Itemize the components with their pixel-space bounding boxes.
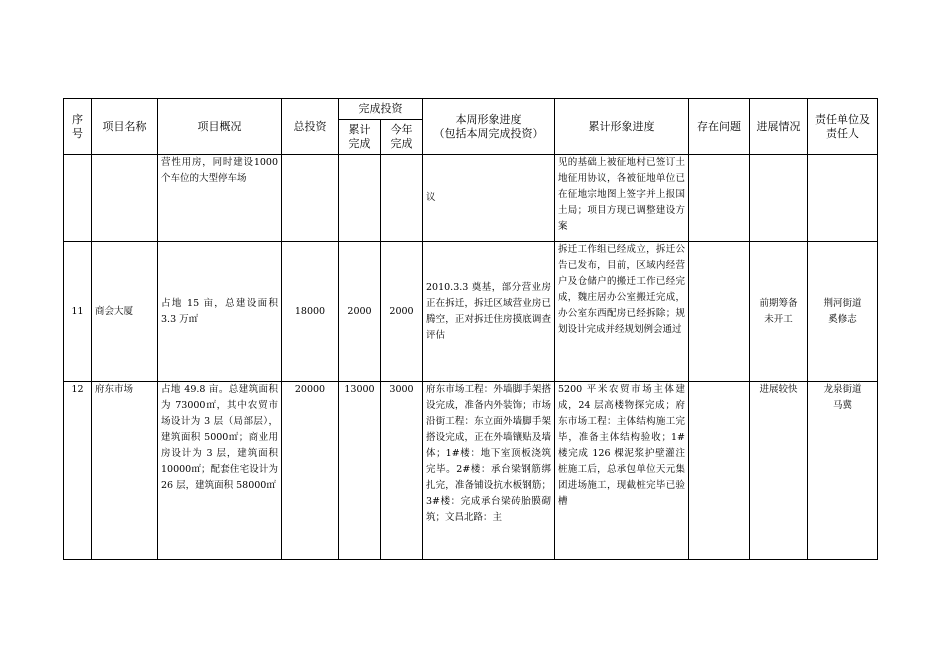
cell-name: 府东市场 xyxy=(92,382,158,560)
cell-issues xyxy=(689,155,750,242)
cell-cumulative xyxy=(339,155,381,242)
cell-name: 商会大厦 xyxy=(92,242,158,382)
cell-overview: 占地 49.8 亩。总建筑面积为 73000㎡，其中农贸市场设计为 3 层（局部层），建筑面积 5000㎡；商业用房设计为 3 层，建筑面积 10000㎡；配套住宅设计为 26 层，建筑面积 58000㎡ xyxy=(158,382,282,560)
header-seq: 序 号 xyxy=(64,99,92,155)
header-accumulated-progress: 累计形象进度 xyxy=(555,99,689,155)
cell-issues xyxy=(689,242,750,382)
cell-overview: 占地 15 亩，总建设面积 3.3 万㎡ xyxy=(158,242,282,382)
table-row xyxy=(64,242,878,382)
cell-total: 18000 xyxy=(282,242,339,382)
cell-status: 前期筹备 未开工 xyxy=(750,242,808,382)
project-progress-table xyxy=(63,98,878,560)
cell-responsible: 龙泉街道 马冀 xyxy=(808,382,878,560)
cell-this-year: 2000 xyxy=(381,242,423,382)
cell-cumulative: 13000 xyxy=(339,382,381,560)
header-weekly-progress: 本周形象进度 （包括本周完成投资） xyxy=(423,99,555,155)
header-row-1 xyxy=(64,99,878,120)
header-name: 项目名称 xyxy=(92,99,158,155)
cell-responsible: 荆河街道 奚修志 xyxy=(808,242,878,382)
header-total-investment: 总投资 xyxy=(282,99,339,155)
cell-weekly-progress: 府东市场工程：外墙脚手架搭设完成，准备内外装饰；市场沿街工程：东立面外墙脚手架搭设完成，正在外墙镶贴及墙体；1#楼：地下室顶板浇筑完毕。2#楼：承台梁钢筋绑扎完，准备铺设抗水板钢筋；3#楼：完成承台梁砖胎膜砌筑；文昌北路：主 xyxy=(423,382,555,560)
table-row xyxy=(64,382,878,560)
cell-overview: 营性用房，同时建设1000个车位的大型停车场 xyxy=(158,155,282,242)
cell-seq: 12 xyxy=(64,382,92,560)
cell-accumulated-progress: 拆迁工作组已经成立，拆迁公告已发布，目前，区域内经营户及仓储户的搬迁工作已经完成，魏庄居办公室搬迁完成，办公室东西配房已经拆除；规划设计完成并经规划例会通过 xyxy=(555,242,689,382)
header-responsible: 责任单位及 责任人 xyxy=(808,99,878,155)
cell-name xyxy=(92,155,158,242)
table-row xyxy=(64,155,878,242)
header-issues: 存在问题 xyxy=(689,99,750,155)
cell-total: 20000 xyxy=(282,382,339,560)
cell-seq xyxy=(64,155,92,242)
cell-this-year: 3000 xyxy=(381,382,423,560)
header-cumulative: 累计 完成 xyxy=(339,120,381,155)
cell-issues xyxy=(689,382,750,560)
cell-accumulated-progress: 见的基础上被征地村已签订土地征用协议，各被征地单位已在征地宗地图上签字并上报国土局；项目方现已调整建设方案 xyxy=(555,155,689,242)
header-completed-investment: 完成投资 xyxy=(339,99,423,120)
cell-cumulative: 2000 xyxy=(339,242,381,382)
header-status: 进展情况 xyxy=(750,99,808,155)
cell-weekly-progress: 2010.3.3 奠基，部分营业房正在拆迁，拆迁区域营业房已腾空，正对拆迁住房摸底调查评估 xyxy=(423,242,555,382)
header-overview: 项目概况 xyxy=(158,99,282,155)
cell-weekly-progress: 议 xyxy=(423,155,555,242)
cell-status xyxy=(750,155,808,242)
cell-seq: 11 xyxy=(64,242,92,382)
cell-status: 进展较快 xyxy=(750,382,808,560)
cell-accumulated-progress: 5200 平米农贸市场主体建成，24 层高楼物探完成；府东市场工程：主体结构施工完毕，准备主体结构验收；1#楼完成 126 棵泥浆护壁灌注桩施工后，总承包单位天元集团进场施工，现截桩完毕已验槽 xyxy=(555,382,689,560)
header-this-year: 今年 完成 xyxy=(381,120,423,155)
cell-this-year xyxy=(381,155,423,242)
cell-total xyxy=(282,155,339,242)
cell-responsible xyxy=(808,155,878,242)
